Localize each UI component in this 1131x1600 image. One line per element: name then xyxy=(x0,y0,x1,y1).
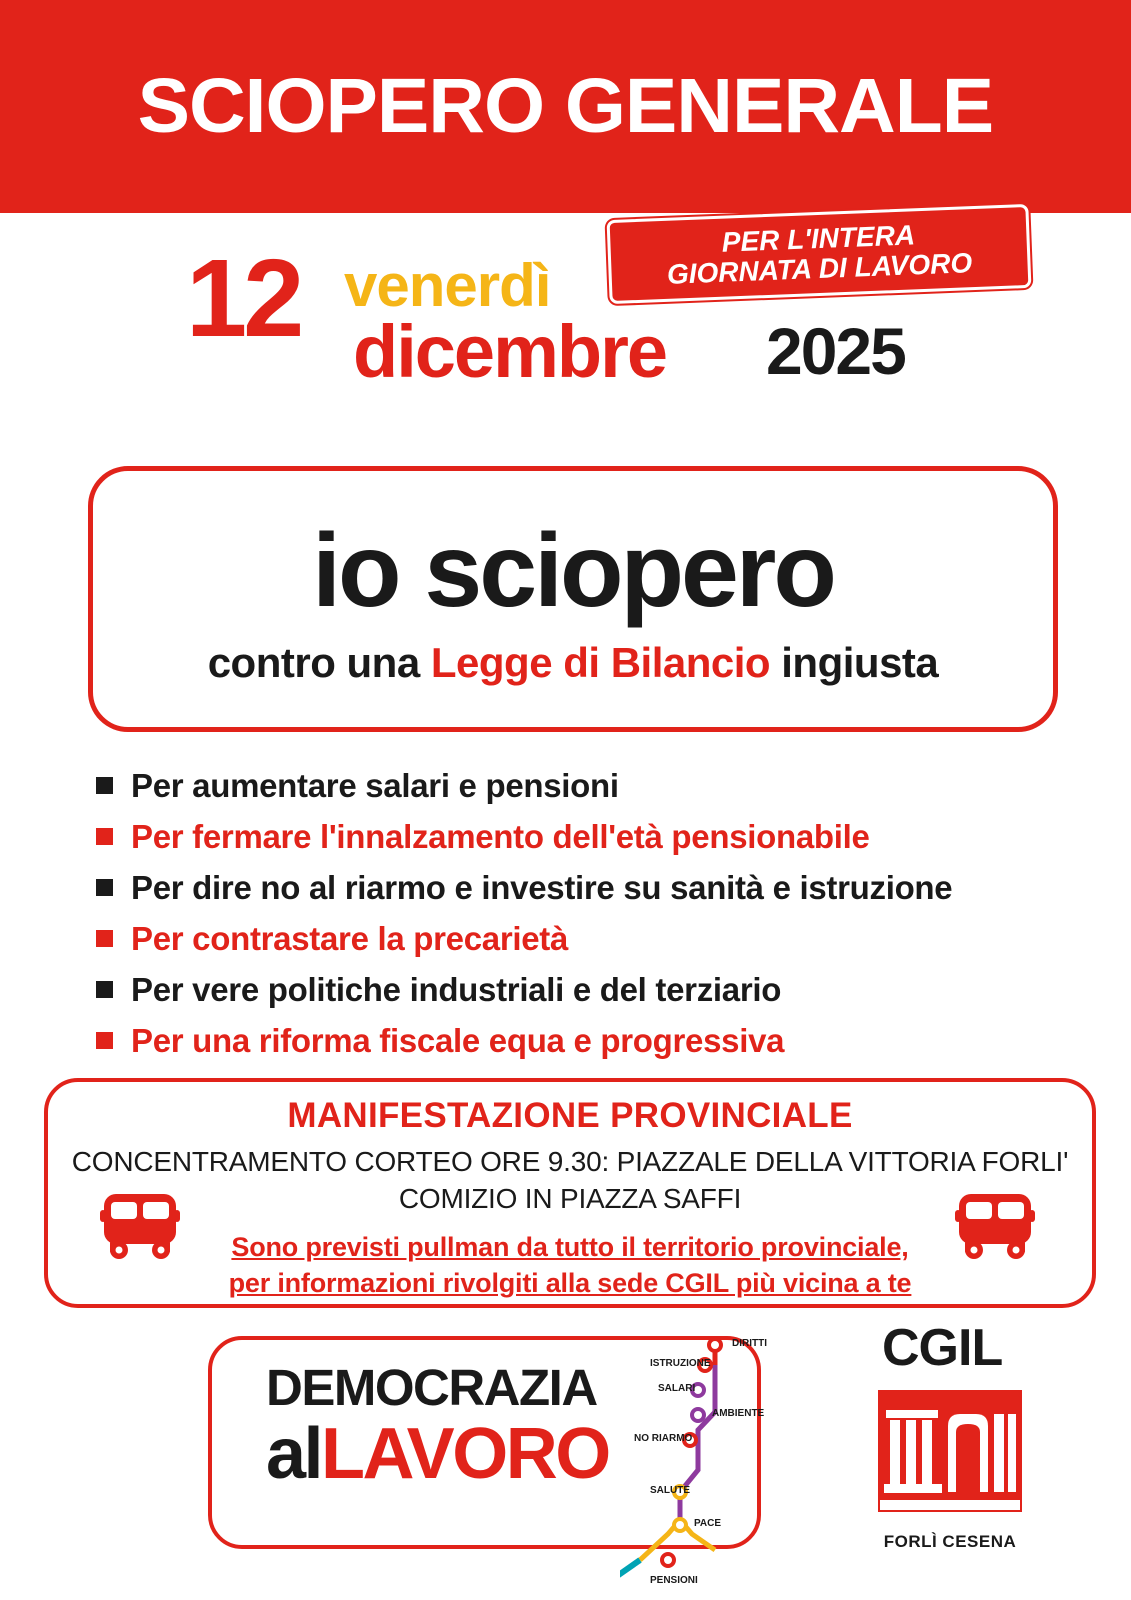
demonstration-rally-place: COMIZIO IN PIAZZA SAFFI xyxy=(398,1183,742,1214)
metro-map-graphic xyxy=(620,1320,880,1590)
list-item-label: Per vere politiche industriali e del terziario xyxy=(131,970,782,1008)
cgil-building-icon xyxy=(876,1380,1024,1525)
demonstration-title: MANIFESTAZIONE PROVINCIALE xyxy=(287,1096,853,1135)
square-bullet-icon xyxy=(96,1032,113,1049)
campaign-lavoro: LAVORO xyxy=(321,1414,609,1494)
list-item xyxy=(96,811,1056,862)
list-item-label: Per fermare l'innalzamento dell'età pensionabile xyxy=(131,817,870,855)
date-year: 2025 xyxy=(766,314,905,388)
date-month: dicembre xyxy=(353,310,667,393)
bus-icon xyxy=(953,1190,1037,1267)
list-item xyxy=(96,964,1056,1015)
top-banner xyxy=(0,0,1131,213)
metro-label-diritti: DIRITTI xyxy=(732,1338,767,1349)
metro-label-salute: SALUTE xyxy=(650,1485,690,1496)
list-item-label: Per aumentare salari e pensioni xyxy=(131,766,619,804)
square-bullet-icon xyxy=(96,981,113,998)
metro-label-istruzione: ISTRUZIONE xyxy=(650,1358,711,1369)
main-subheadline xyxy=(208,639,939,687)
main-headline: io sciopero xyxy=(312,513,834,629)
page-title: SCIOPERO GENERALE xyxy=(137,63,994,149)
cgil-chapter-label: FORLÌ CESENA xyxy=(883,1532,1017,1551)
list-item xyxy=(96,913,1056,964)
metro-label-salari: SALARI xyxy=(658,1383,696,1394)
metro-label-pensioni: PENSIONI xyxy=(650,1575,698,1586)
square-bullet-icon xyxy=(96,879,113,896)
metro-label-pace: PACE xyxy=(694,1518,722,1529)
campaign-line1: DEMOCRAZIA xyxy=(266,1359,597,1416)
sub-highlight: Legge di Bilancio xyxy=(430,639,771,686)
demonstration-box xyxy=(44,1078,1096,1308)
full-day-tag-line1: PER L'INTERA xyxy=(721,219,916,258)
sub-suffix: ingiusta xyxy=(770,639,939,686)
list-item-label: Per dire no al riarmo e investire su sanità e istruzione xyxy=(131,868,953,906)
main-slogan-box xyxy=(88,466,1058,732)
list-item-label: Per contrastare la precarietà xyxy=(131,919,569,957)
cgil-logo xyxy=(876,1319,1024,1562)
campaign-line2 xyxy=(266,1414,609,1494)
full-day-tag xyxy=(607,204,1032,304)
square-bullet-icon xyxy=(96,828,113,845)
bus-note-line2: per informazioni rivolgiti alla sede CGIL più vicina a te xyxy=(228,1267,912,1298)
demands-list xyxy=(96,760,1056,1066)
demonstration-bus-note xyxy=(48,1230,1092,1301)
square-bullet-icon xyxy=(96,930,113,947)
metro-label-no-riarmo: NO RIARMO xyxy=(634,1433,693,1444)
campaign-al: al xyxy=(266,1414,322,1494)
list-item xyxy=(96,760,1056,811)
metro-label-ambiente: AMBIENTE xyxy=(712,1408,765,1419)
bus-icon xyxy=(98,1190,182,1267)
bus-note-line1: Sono previsti pullman da tutto il territorio provinciale, xyxy=(231,1232,909,1262)
square-bullet-icon xyxy=(96,777,113,794)
list-item xyxy=(96,1015,1056,1066)
date-day: 12 xyxy=(186,237,301,360)
sub-prefix: contro una xyxy=(207,639,431,686)
list-item-label: Per una riforma fiscale equa e progressiva xyxy=(131,1021,785,1059)
date-weekday: venerdì xyxy=(344,252,551,319)
cgil-wordmark: CGIL xyxy=(882,1319,1003,1377)
list-item xyxy=(96,862,1056,913)
demonstration-meeting-point: CONCENTRAMENTO CORTEO ORE 9.30: PIAZZALE DELLA VITTORIA FORLI' xyxy=(71,1146,1069,1177)
full-day-tag-line2: GIORNATA DI LAVORO xyxy=(666,247,973,290)
